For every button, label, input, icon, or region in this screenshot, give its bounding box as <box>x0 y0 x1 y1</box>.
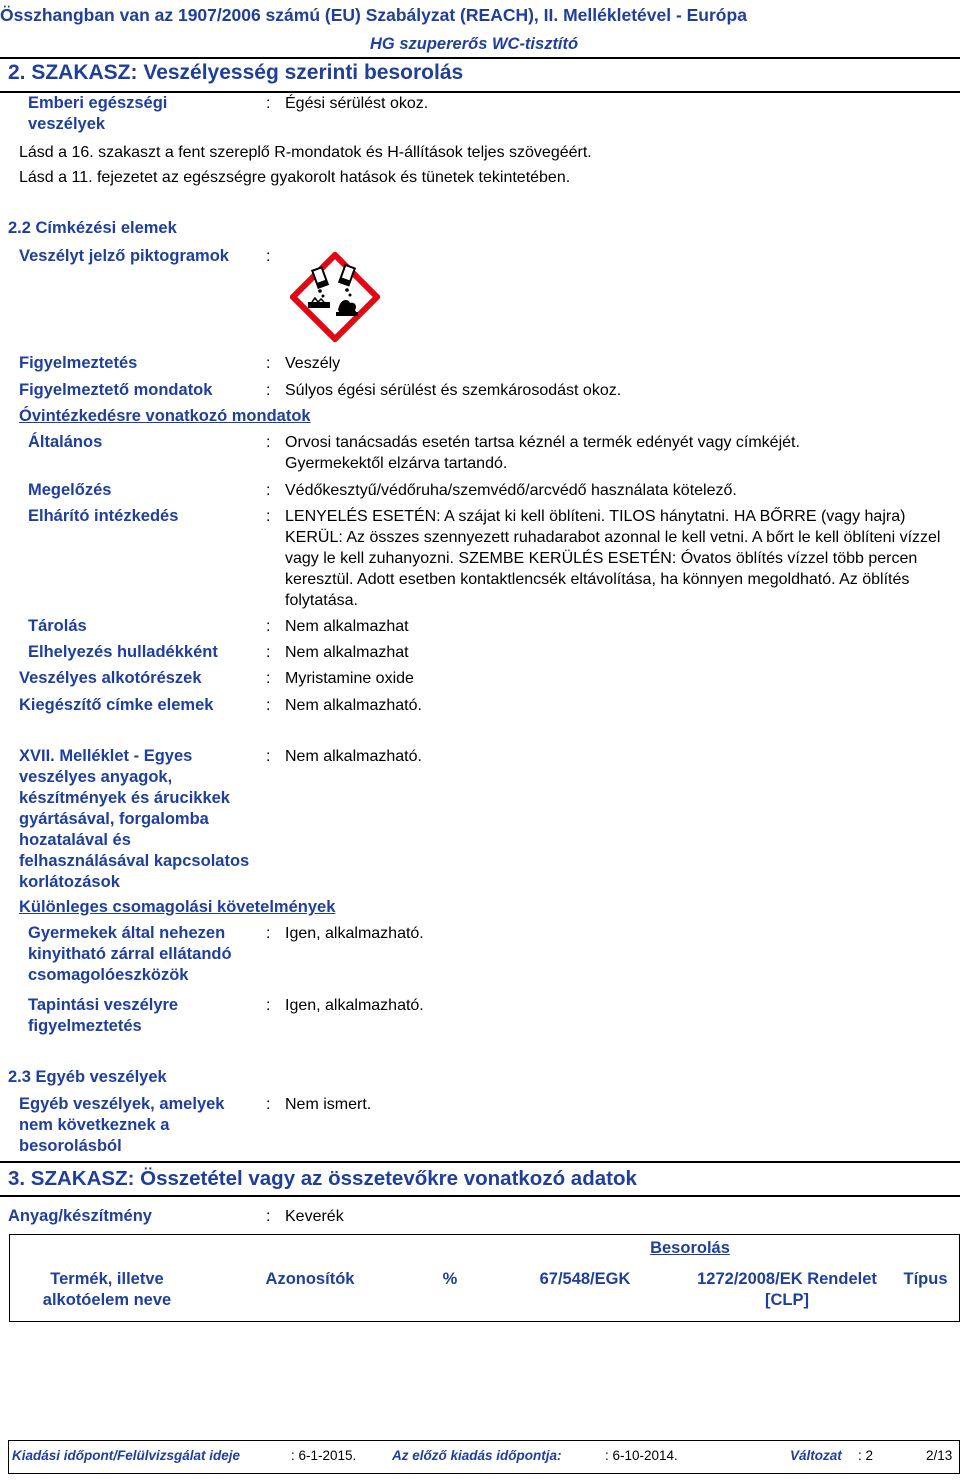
hazard-statements-value: Súlyos égési sérülést és szemkárosodást okoz. <box>285 382 622 399</box>
colon: : <box>266 95 271 112</box>
column-header-percent: % <box>442 1270 458 1288</box>
classification-group-header: Besorolás <box>650 1239 730 1257</box>
other-hazards-heading: 2.3 Egyéb veszélyek <box>8 1068 167 1086</box>
previous-date-label: Az előző kiadás időpontja: <box>392 1448 562 1463</box>
signal-word-label: Figyelmeztetés <box>19 354 138 372</box>
colon: : <box>266 508 271 525</box>
general-label: Általános <box>28 433 103 451</box>
column-header-clp: 1272/2008/EK Rendelet [CLP] <box>697 1270 877 1309</box>
issue-date-label: Kiadási időpont/Felülvizsgálat ideje <box>12 1448 241 1463</box>
column-header-67-548: 67/548/EGK <box>539 1270 631 1288</box>
substance-mixture-label: Anyag/készítmény <box>8 1207 152 1225</box>
colon: : <box>266 997 271 1014</box>
response-label: Elhárító intézkedés <box>28 507 179 525</box>
supplemental-label: Kiegészítő címke elemek <box>19 696 214 714</box>
annex-xvii-label: XVII. Melléklet - Egyes veszélyes anyagok, készítmények és árucikkek gyártásával, forgalomba hozatalával és felhasználásával kapcsolatos korlátozások <box>19 747 250 891</box>
column-header-type: Típus <box>903 1270 948 1288</box>
tactile-warning-label: Tapintási veszélyre figyelmeztetés <box>28 996 179 1035</box>
hazardous-ingredients-value: Myristamine oxide <box>285 670 414 687</box>
storage-value: Nem alkalmazhat <box>285 618 409 635</box>
annex-xvii-value: Nem alkalmazható. <box>285 748 422 765</box>
issue-date-value: : 6-1-2015. <box>291 1448 357 1463</box>
pictogram-label: Veszélyt jelző piktogramok <box>19 247 229 265</box>
colon: : <box>266 644 271 661</box>
packaging-heading: Különleges csomagolási követelmények <box>19 898 336 916</box>
note-section-16: Lásd a 16. szakaszt a fent szereplő R-mondatok és H-állítások teljes szövegéért. <box>19 144 592 161</box>
health-hazards-label: Emberi egészségi veszélyek <box>28 94 168 133</box>
prevention-value: Védőkesztyű/védőruha/szemvédő/arcvédő használata kötelező. <box>285 482 737 499</box>
hazardous-ingredients-label: Veszélyes alkotórészek <box>19 669 202 687</box>
previous-date-value: : 6-10-2014. <box>605 1448 678 1463</box>
version-label: Változat <box>790 1448 842 1463</box>
corrosion-ghs05-icon <box>290 252 380 342</box>
colon: : <box>266 1208 271 1225</box>
storage-label: Tárolás <box>28 617 87 635</box>
label-elements-heading: 2.2 Címkézési elemek <box>8 219 177 237</box>
version-value: : 2 <box>858 1448 874 1463</box>
colon: : <box>266 1096 271 1113</box>
colon: : <box>266 482 271 499</box>
product-name: HG szupererős WC-tisztító <box>370 35 579 53</box>
signal-word-value: Veszély <box>285 355 341 372</box>
note-section-11: Lásd a 11. fejezetet az egészségre gyakorolt hatások és tünetek tekintetében. <box>19 169 571 186</box>
section-3-title: 3. SZAKASZ: Összetétel vagy az összetevőkre vonatkozó adatok <box>8 1167 637 1190</box>
colon: : <box>266 382 271 399</box>
tactile-warning-value: Igen, alkalmazható. <box>285 997 424 1014</box>
section-2-title: 2. SZAKASZ: Veszélyesség szerinti besorolás <box>8 61 464 84</box>
other-hazards-label: Egyéb veszélyek, amelyek nem következnek a besorolásból <box>19 1095 225 1155</box>
colon: : <box>266 355 271 372</box>
column-header-identifiers: Azonosítók <box>265 1270 355 1288</box>
health-hazards-value: Égési sérülést okoz. <box>285 95 429 112</box>
colon: : <box>266 248 271 265</box>
prevention-label: Megelőzés <box>28 481 112 499</box>
colon: : <box>266 434 271 451</box>
colon: : <box>266 748 271 765</box>
section-3-bar <box>0 1161 960 1197</box>
substance-mixture-value: Keverék <box>285 1208 344 1225</box>
other-hazards-value: Nem ismert. <box>285 1096 372 1113</box>
colon: : <box>266 670 271 687</box>
child-resistant-value: Igen, alkalmazható. <box>285 925 424 942</box>
section-2-bar <box>0 57 960 93</box>
disposal-value: Nem alkalmazhat <box>285 644 409 661</box>
page-number: 2/13 <box>926 1448 953 1463</box>
general-value: Orvosi tanácsadás esetén tartsa kéznél a termék edényét vagy címkéjét. Gyermekektől elzárva tartandó. <box>285 434 800 472</box>
precautionary-heading: Óvintézkedésre vonatkozó mondatok <box>19 407 311 425</box>
disposal-label: Elhelyezés hulladékként <box>28 643 218 661</box>
hazard-statements-label: Figyelmeztető mondatok <box>19 381 213 399</box>
column-header-name: Termék, illetve alkotóelem neve <box>42 1270 172 1309</box>
colon: : <box>266 925 271 942</box>
supplemental-value: Nem alkalmazható. <box>285 697 422 714</box>
document-header-title: Összhangban van az 1907/2006 számú (EU) Szabályzat (REACH), II. Mellékletével - Európa <box>0 5 747 25</box>
colon: : <box>266 618 271 635</box>
response-value: LENYELÉS ESETÉN: A szájat ki kell öblíteni. TILOS hánytatni. HA BŐRRE (vagy hajra) KERÜL: Az összes szennyezett ruhadarabot azonnal le kell vetni. A bőrt le kell öblíteni vízzel vagy le kell zuhanyozni. SZEMBE KERÜLÉS ESETÉN: Óvatos öblítés vízzel több percen keresztül. Adott esetben kontaktlencsék eltávolítása, ha könnyen megoldható. Az öblítés folytatása. <box>285 508 941 609</box>
child-resistant-label: Gyermekek által nehezen kinyitható zárral ellátandó csomagolóeszközök <box>28 924 232 984</box>
colon: : <box>266 697 271 714</box>
